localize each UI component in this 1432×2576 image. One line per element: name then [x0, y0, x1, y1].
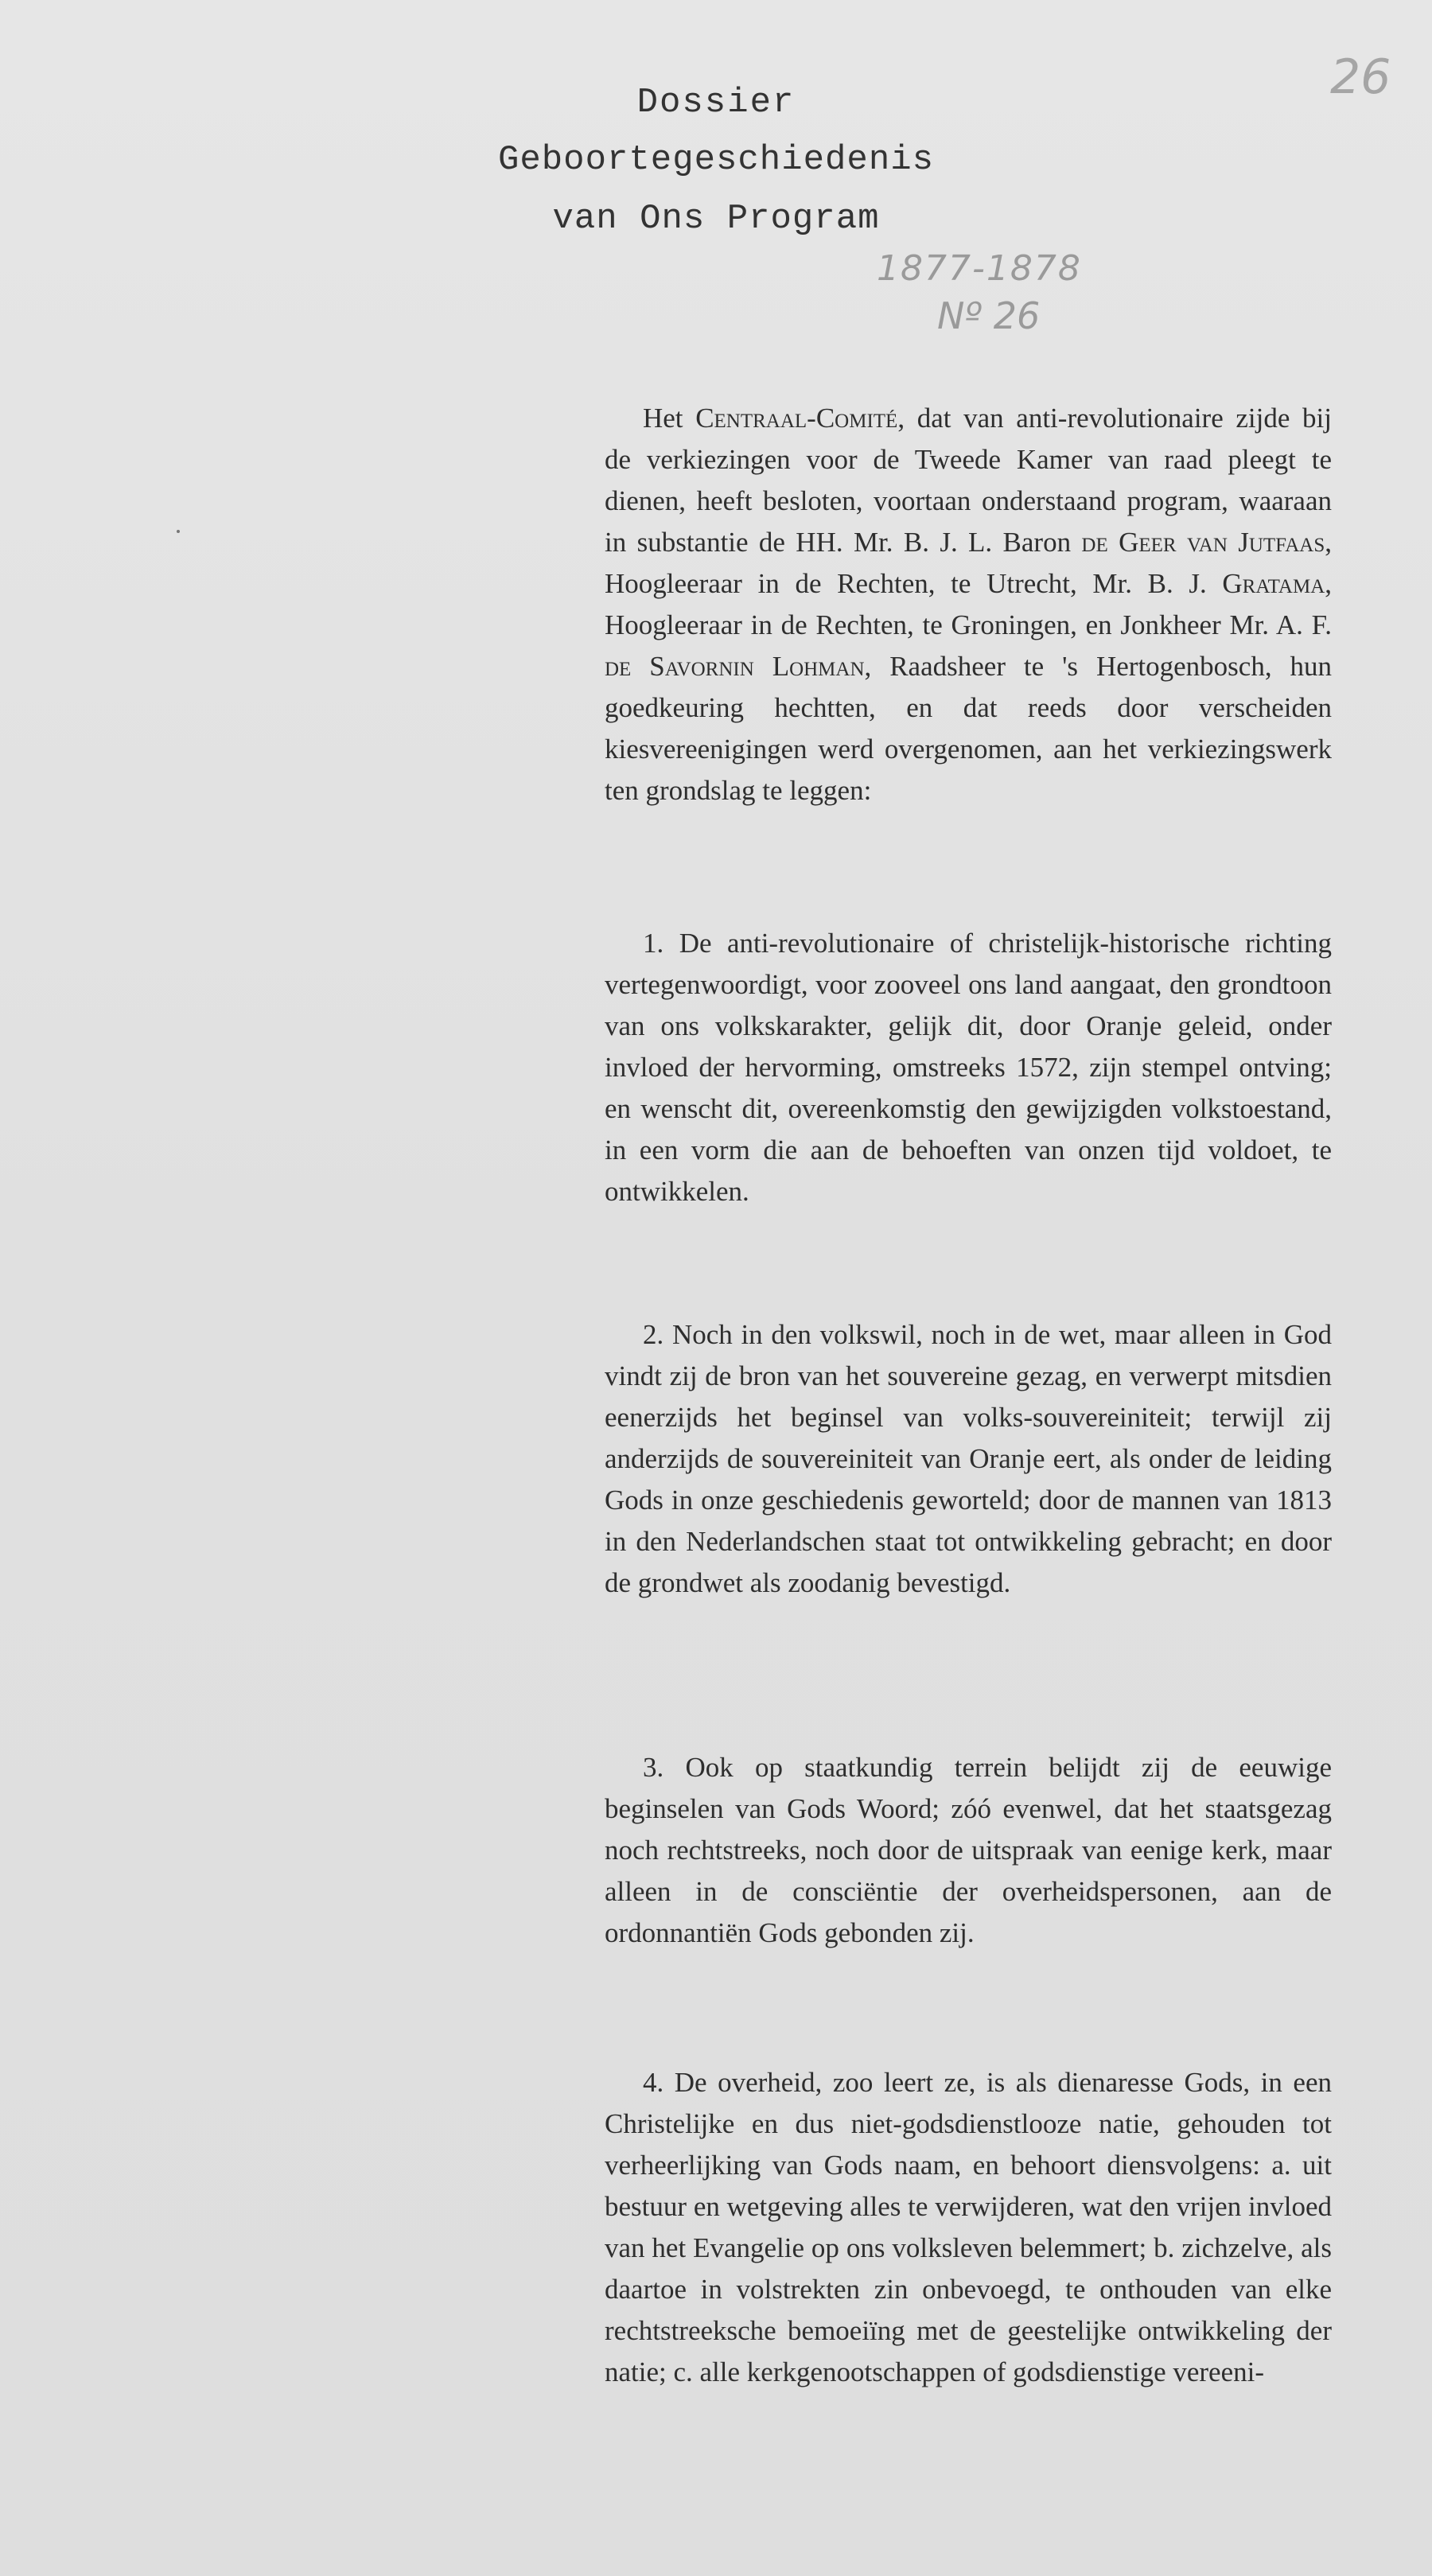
- dossier-title: Dossier: [636, 83, 796, 123]
- person-name: Gratama: [1222, 568, 1325, 599]
- article-4: 4. De overheid, zoo leert ze, is als dienaresse Gods, in een Christelijke en dus niet-godsdienstlooze natie, gehouden tot verheerlijking van Gods naam, en behoort diensvolgens: a. uit bestuur en wetgeving alles te verwijderen, wat den vrijen invloed van het Evangelie op ons volksleven belemmert; b. zichzelve, als daartoe in volstrekten zin onbevoegd, te onthouden van elke rechtstreeksche bemoeiïng met de geestelijke ontwikkeling der natie; c. alle kerkgenootschappen of godsdienstige vereeni-: [605, 2067, 1332, 2387]
- stray-mark: [177, 530, 180, 533]
- article-3: 3. Ook op staatkundig terrein belijdt zij de eeuwige beginselen van Gods Woord; zóó evenwel, dat het staatsgezag noch rechtstreeks, noch door de uitspraak van eenige kerk, maar alleen in de consciëntie der overheidspersonen, aan de ordonnantiën Gods gebonden zij.: [605, 1752, 1332, 1948]
- dossier-subtitle-2: van Ons Program: [552, 199, 880, 239]
- pencil-years: 1877-1878: [877, 248, 1082, 289]
- committee-name: Centraal-Comité: [695, 403, 898, 434]
- person-name: de Geer van Jutfaas: [1081, 527, 1325, 558]
- pencil-number: Nº 26: [937, 294, 1041, 337]
- person-name: de Savornin Lohman: [605, 651, 865, 682]
- pencil-page-number: 26: [1330, 49, 1391, 105]
- dossier-subtitle: Geboortegeschiedenis: [497, 140, 935, 180]
- article-2: 2. Noch in den volkswil, noch in de wet, maar alleen in God vindt zij de bron van het souvereine gezag, en verwerpt mitsdien eenerzijds het beginsel van volks-souvereiniteit; terwijl zij anderzijds de souvereiniteit van Oranje eert, als onder de leiding Gods in onze geschiedenis geworteld; door de mannen van 1813 in den Nederlandschen staat tot ontwikkeling gebracht; en door de grondwet als zoodanig bevestigd.: [605, 1319, 1332, 1598]
- article-1: 1. De anti-revolutionaire of christelijk-historische richting vertegenwoordigt, voor zooveel ons land aangaat, den grondtoon van ons volkskarakter, gelijk dit, door Oranje geleid, onder invloed der hervorming, omstreeks 1572, zijn stempel ontving; en wenscht dit, overeenkomstig den gewijzigden volkstoestand, in een vorm die aan de behoeften van onzen tijd voldoet, te ontwikkelen.: [605, 928, 1332, 1207]
- intro-paragraph: Het Centraal-Comité, dat van anti-revolutionaire zijde bij de verkiezingen voor de Tweede Kamer van raad pleegt te dienen, heeft besloten, voortaan onderstaand program, waaraan in substantie de HH. Mr. B. J. L. Baron de Geer van Jutfaas, Hoogleeraar in de Rechten, te Utrecht, Mr. B. J. Gratama, Hoogleeraar in de Rechten, te Groningen, en Jonkheer Mr. A. F. de Savornin Lohman, Raadsheer te 's Hertogenbosch, hun goedkeuring hechtten, en dat reeds door verscheiden kiesvereenigingen werd overgenomen, aan het verkiezingswerk ten grondslag te leggen:: [605, 403, 1332, 806]
